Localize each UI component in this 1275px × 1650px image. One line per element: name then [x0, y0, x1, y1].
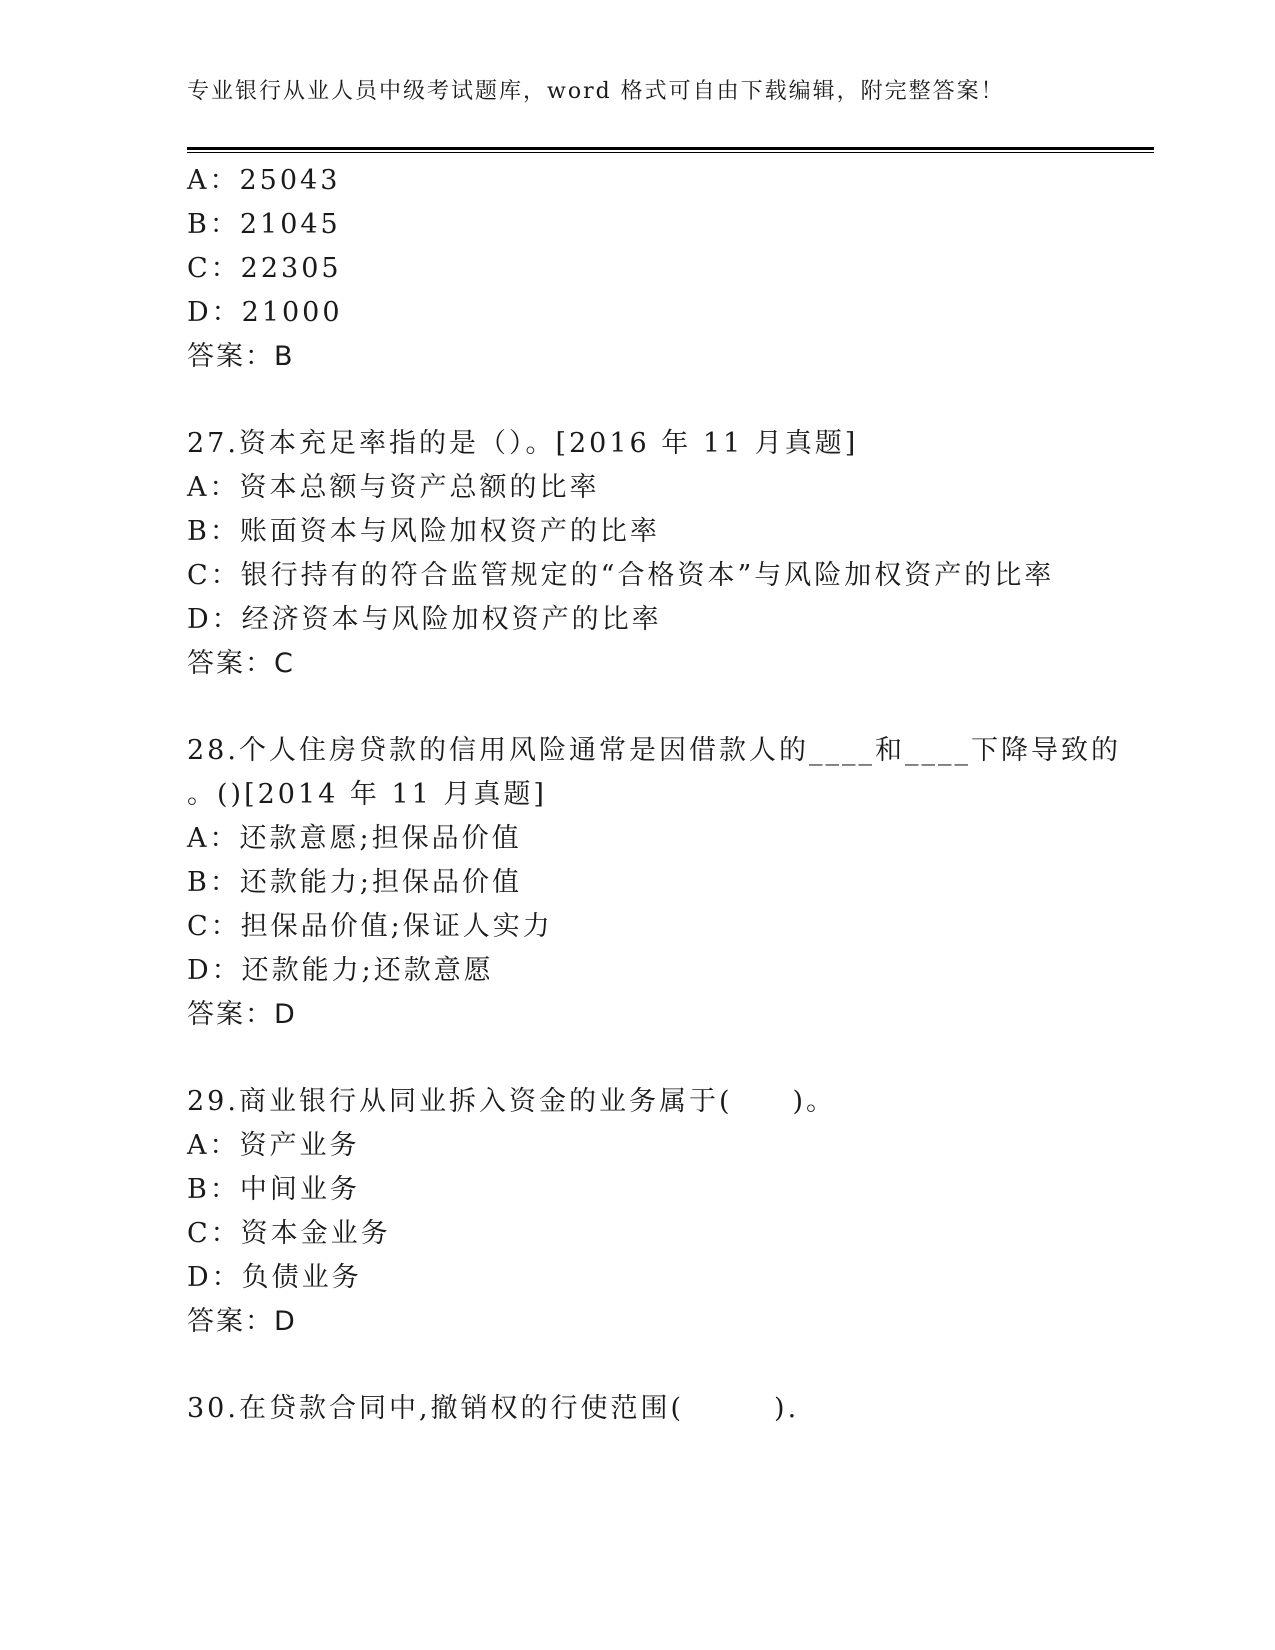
q28-option-b: B：还款能力;担保品价值 [187, 867, 522, 898]
q26-answer: 答案：B [187, 341, 295, 372]
page-header: 专业银行从业人员中级考试题库，word 格式可自由下载编辑，附完整答案！ [187, 79, 1005, 104]
q28-option-c: C：担保品价值;保证人实力 [187, 911, 553, 942]
q27-option-b: B：账面资本与风险加权资产的比率 [187, 516, 660, 547]
q29-option-a: A：资产业务 [187, 1130, 360, 1161]
q28-answer: 答案：D [187, 999, 297, 1030]
q29-option-c: C：资本金业务 [187, 1218, 391, 1249]
header-rule-thin [187, 152, 1154, 153]
q28-option-a: A：还款意愿;担保品价值 [187, 823, 522, 854]
q28-stem-line1: 28.个人住房贷款的信用风险通常是因借款人的____和____下降导致的 [187, 735, 1121, 766]
q26-option-c: C：22305 [187, 253, 342, 284]
q27-answer: 答案：C [187, 648, 295, 679]
q29-stem: 29.商业银行从同业拆入资金的业务属于( )。 [187, 1086, 837, 1117]
q29-option-d: D：负债业务 [187, 1262, 362, 1293]
q26-option-d: D：21000 [187, 297, 343, 328]
q27-option-c: C：银行持有的符合监管规定的“合格资本”与风险加权资产的比率 [187, 560, 1055, 591]
q28-stem-line2: 。()[2014 年 11 月真题] [187, 779, 547, 810]
q26-option-a: A：25043 [187, 165, 341, 196]
q30-stem: 30.在贷款合同中,撤销权的行使范围( ). [187, 1393, 800, 1424]
q28-option-d: D：还款能力;还款意愿 [187, 955, 494, 986]
header-rule [187, 147, 1154, 150]
q26-option-b: B：21045 [187, 209, 341, 240]
q29-option-b: B：中间业务 [187, 1174, 360, 1205]
q27-option-d: D：经济资本与风险加权资产的比率 [187, 604, 662, 635]
q27-stem: 27.资本充足率指的是（）。[2016 年 11 月真题] [187, 428, 859, 459]
q27-option-a: A：资本总额与资产总额的比率 [187, 472, 600, 503]
q29-answer: 答案：D [187, 1306, 297, 1337]
